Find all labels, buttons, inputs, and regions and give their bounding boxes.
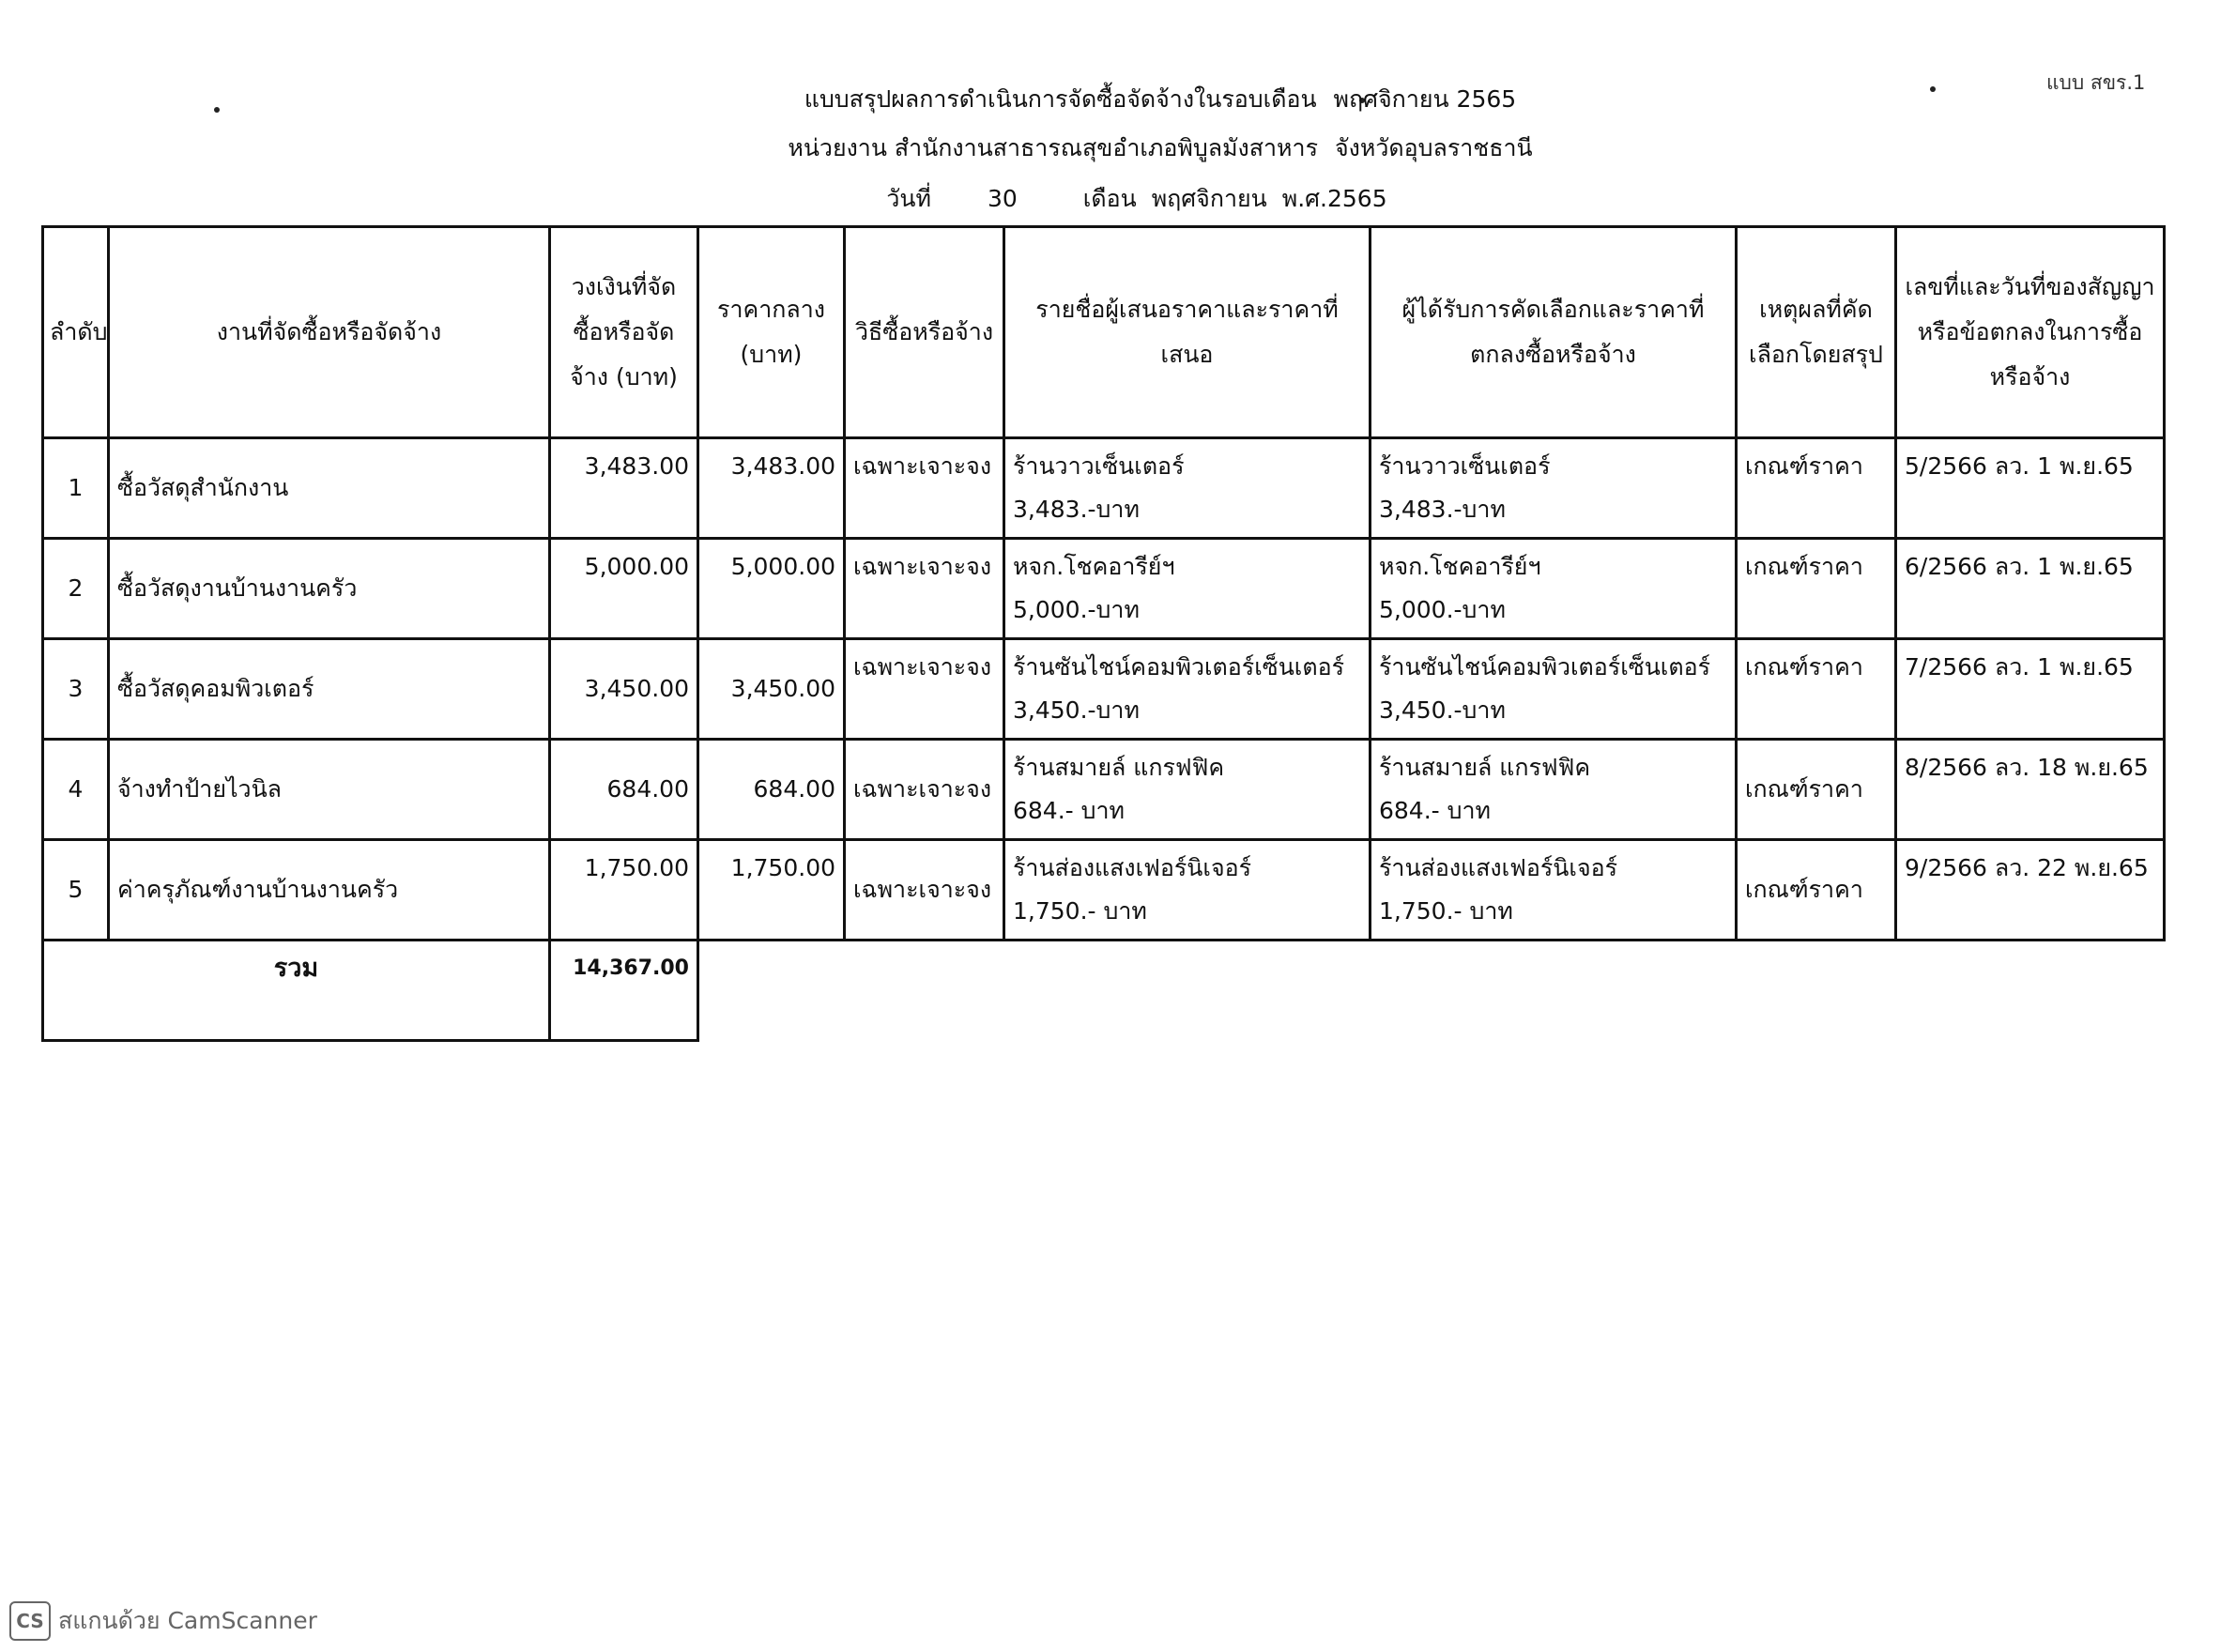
row-budget: 3,483.00 — [550, 438, 698, 539]
table-row — [43, 740, 2165, 840]
total-row-blank — [698, 941, 2165, 1041]
camscanner-logo-icon: CS — [9, 1601, 51, 1641]
col-header-bidders: รายชื่อผู้เสนอราคาและราคาที่เสนอ — [1004, 227, 1371, 438]
row-item: ค่าครุภัณฑ์งานบ้านงานครัว — [109, 840, 550, 941]
col-header-method: วิธีซื้อหรือจ้าง — [845, 227, 1004, 438]
col-header-item: งานที่จัดซื้อหรือจัดจ้าง — [109, 227, 550, 438]
row-median-price: 684.00 — [698, 740, 845, 840]
row-bidder-cell — [1004, 740, 1371, 840]
table-row — [43, 438, 2165, 539]
table-row — [43, 840, 2165, 941]
row-bidder-cell — [1004, 539, 1371, 639]
row-bid-price: 1,750.- บาท — [1013, 897, 1147, 925]
row-item: ซื้อวัสดุคอมพิวเตอร์ — [109, 639, 550, 740]
unit-label: หน่วยงาน — [788, 134, 887, 161]
row-seq: 1 — [43, 438, 109, 539]
row-median-price: 1,750.00 — [698, 840, 845, 941]
row-budget: 1,750.00 — [550, 840, 698, 941]
row-win-price: 3,483.-บาท — [1379, 496, 1506, 523]
form-code: แบบ สขร.1 — [2046, 71, 2146, 94]
row-bid-price: 5,000.-บาท — [1013, 596, 1140, 623]
row-budget: 684.00 — [550, 740, 698, 840]
row-reason: เกณฑ์ราคา — [1737, 438, 1896, 539]
row-bid-price: 3,483.-บาท — [1013, 496, 1140, 523]
row-winner: หจก.โชคอารีย์ฯ — [1379, 553, 1541, 580]
table-header-row — [43, 227, 2165, 438]
total-label: รวม — [43, 941, 550, 1041]
row-bid-price: 3,450.-บาท — [1013, 696, 1140, 724]
row-win-price: 5,000.-บาท — [1379, 596, 1506, 623]
row-seq: 4 — [43, 740, 109, 840]
row-median-price: 5,000.00 — [698, 539, 845, 639]
row-method: เฉพาะเจาะจง — [845, 840, 1004, 941]
col-header-budget: วงเงินที่จัดซื้อหรือจัดจ้าง (บาท) — [550, 227, 698, 438]
row-method: เฉพาะเจาะจง — [845, 740, 1004, 840]
unit-line — [0, 130, 2236, 167]
province: จังหวัดอุบลราชธานี — [1335, 134, 1533, 161]
col-header-winner: ผู้ได้รับการคัดเลือกและราคาที่ตกลงซื้อหรือจ้าง — [1371, 227, 1737, 438]
row-item: จ้างทำป้ายไวนิล — [109, 740, 550, 840]
date-line — [0, 180, 2236, 218]
row-winner: ร้านส่องแสงเฟอร์นิเจอร์ — [1379, 854, 1618, 881]
row-median-price: 3,483.00 — [698, 438, 845, 539]
row-bidder-cell — [1004, 438, 1371, 539]
row-bidder-cell — [1004, 639, 1371, 740]
row-winner: ร้านสมายล์ แกรฟฟิค — [1379, 754, 1591, 781]
row-winner-cell — [1371, 840, 1737, 941]
col-header-seq: ลำดับ — [43, 227, 109, 438]
col-header-contract: เลขที่และวันที่ของสัญญาหรือข้อตกลงในการซื้อหรือจ้าง — [1896, 227, 2165, 438]
row-budget: 5,000.00 — [550, 539, 698, 639]
row-bidder: หจก.โชคอารีย์ฯ — [1013, 553, 1175, 580]
row-winner-cell — [1371, 438, 1737, 539]
row-contract: 6/2566 ลว. 1 พ.ย.65 — [1896, 539, 2165, 639]
row-win-price: 1,750.- บาท — [1379, 897, 1513, 925]
col-header-median-price: ราคากลาง (บาท) — [698, 227, 845, 438]
watermark-text: สแกนด้วย CamScanner — [58, 1607, 317, 1634]
row-item: ซื้อวัสดุงานบ้านงานครัว — [109, 539, 550, 639]
row-winner: ร้านวาวเซ็นเตอร์ — [1379, 452, 1551, 480]
row-reason: เกณฑ์ราคา — [1737, 840, 1896, 941]
row-reason: เกณฑ์ราคา — [1737, 539, 1896, 639]
row-seq: 2 — [43, 539, 109, 639]
title-prefix: แบบสรุปผลการดำเนินการจัดซื้อจัดจ้างในรอบเดือน — [804, 85, 1317, 113]
row-win-price: 684.- บาท — [1379, 797, 1492, 824]
row-reason: เกณฑ์ราคา — [1737, 639, 1896, 740]
row-winner-cell — [1371, 639, 1737, 740]
document-title — [0, 81, 2236, 118]
table-row — [43, 539, 2165, 639]
row-method: เฉพาะเจาะจง — [845, 539, 1004, 639]
row-method: เฉพาะเจาะจง — [845, 639, 1004, 740]
row-bid-price: 684.- บาท — [1013, 797, 1126, 824]
row-winner: ร้านซันไชน์คอมพิวเตอร์เซ็นเตอร์ — [1379, 653, 1711, 681]
row-median-price: 3,450.00 — [698, 639, 845, 740]
camscanner-watermark — [9, 1601, 317, 1641]
total-value: 14,367.00 — [550, 941, 698, 1041]
title-month: พฤศจิกายน 2565 — [1333, 85, 1517, 113]
row-contract: 7/2566 ลว. 1 พ.ย.65 — [1896, 639, 2165, 740]
row-winner-cell — [1371, 539, 1737, 639]
row-contract: 5/2566 ลว. 1 พ.ย.65 — [1896, 438, 2165, 539]
col-header-reason: เหตุผลที่คัดเลือกโดยสรุป — [1737, 227, 1896, 438]
row-contract: 9/2566 ลว. 22 พ.ย.65 — [1896, 840, 2165, 941]
row-bidder: ร้านซันไชน์คอมพิวเตอร์เซ็นเตอร์ — [1013, 653, 1345, 681]
row-method: เฉพาะเจาะจง — [845, 438, 1004, 539]
row-budget: 3,450.00 — [550, 639, 698, 740]
row-seq: 5 — [43, 840, 109, 941]
total-row — [43, 941, 2165, 1041]
row-contract: 8/2566 ลว. 18 พ.ย.65 — [1896, 740, 2165, 840]
year-value: พ.ศ.2565 — [1281, 185, 1387, 212]
table-row — [43, 639, 2165, 740]
procurement-table — [41, 225, 2166, 1042]
row-seq: 3 — [43, 639, 109, 740]
row-item: ซื้อวัสดุสำนักงาน — [109, 438, 550, 539]
row-reason: เกณฑ์ราคา — [1737, 740, 1896, 840]
day-value: 30 — [987, 185, 1018, 212]
month-label: เดือน — [1082, 185, 1137, 212]
row-bidder: ร้านส่องแสงเฟอร์นิเจอร์ — [1013, 854, 1252, 881]
row-bidder: ร้านสมายล์ แกรฟฟิค — [1013, 754, 1225, 781]
unit-name: สำนักงานสาธารณสุขอำเภอพิบูลมังสาหาร — [894, 134, 1319, 161]
row-bidder: ร้านวาวเซ็นเตอร์ — [1013, 452, 1185, 480]
month-value: พฤศจิกายน — [1151, 185, 1267, 212]
day-label: วันที่ — [886, 185, 931, 212]
row-winner-cell — [1371, 740, 1737, 840]
row-bidder-cell — [1004, 840, 1371, 941]
row-win-price: 3,450.-บาท — [1379, 696, 1506, 724]
